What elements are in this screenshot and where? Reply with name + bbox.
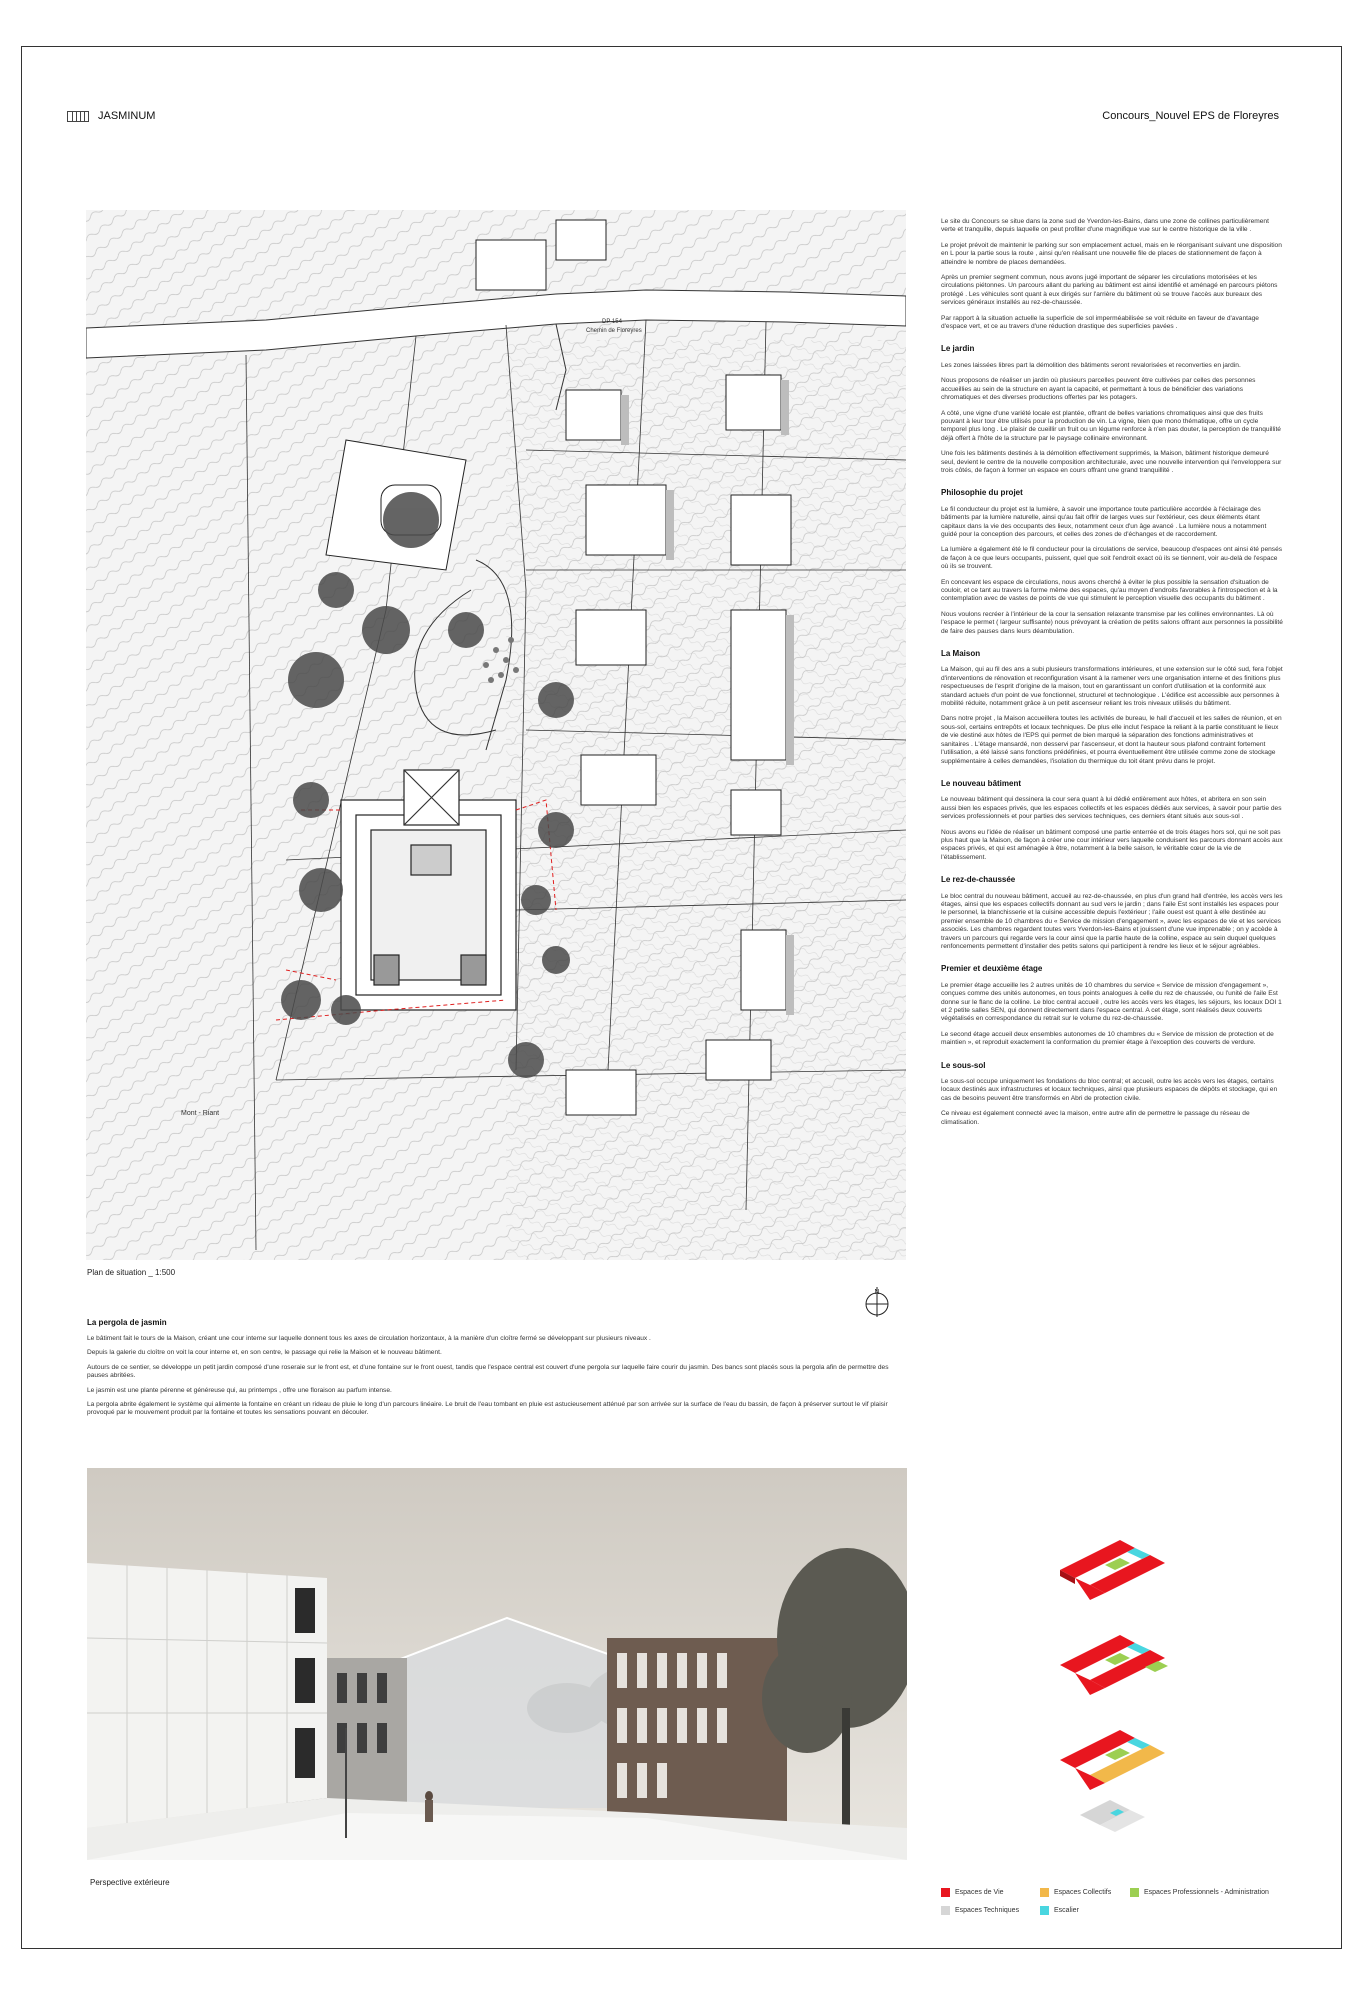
section-paragraph: Le nouveau bâtiment qui dessinera la cour sera quant à lui dédié entièrement aux hôtes, et abritera en son sein aussi bien les espaces privés, que les espaces collectifs et les espaces dédiés aux services, à savoir pour partie des services professionnels et pour parties des services techniques, ces derniers étant situés aux sous-sol . <box>941 796 1282 821</box>
section-paragraph: En concevant les espace de circulations, nous avons cherché à éviter le plus possible la sensation d'situation de couloir, et ce tant au travers la forme même des espaces, qu'au moyen d'endroits favorables à l'introspection et à la contemplation avec de vastes de points de vue qui stimulent le perception visuelle des occupants du bâtiment . <box>941 578 1278 603</box>
legend-label: Espaces de Vie <box>955 1889 1004 1896</box>
render-caption: Perspective extérieure <box>90 1878 170 1887</box>
section-paragraph: Le bloc central du nouveau bâtiment, accueil au rez-de-chaussée, en plus d'un grand hall d'entrée, les accès vers les étages, ainsi que les espaces collectifs donnant au sud vers le jardin ; dans l'aile Est sont installés les espaces pour le personnel, la blanchisserie et la cuisine accessible depuis l'extérieur ; l'aile ouest est quant à elle destinée au premier ensemble de 10 chambres du « Service de mission d'engagement », avec les espaces de vie et les services associés. Les chambres regardent toutes vers Yverdon-les-Bains et jouissent d'une vue imprenable ; on y accède à travers un parcours qui regarde vers la cour ainsi que la partie haute de la colline, espace au sein duquel quelques renfoncements permettent d'installer des petits salons qui participent à rendre les lieux et le séjour agréables. <box>941 892 1283 950</box>
legend-swatch <box>1040 1888 1049 1897</box>
section-title: Le jardin <box>941 344 975 354</box>
legend-label: Espaces Professionnels - Administration <box>1144 1889 1269 1896</box>
legend-swatch <box>1040 1906 1049 1915</box>
section-paragraph: Le sous-sol occupe uniquement les fondations du bloc central; et accueil, outre les accès vers les étages, certains locaux destinés aux infrastructures et locaux techniques, ainsi que plusieurs espaces de dépôts et stockage, qui en cas de besoins peuvent être transformés en Abri de protection civile. <box>941 1078 1278 1102</box>
pergola-section <box>87 1318 907 1424</box>
exterior-perspective-render <box>87 1468 907 1860</box>
section-paragraph: Nous avons eu l'idée de réaliser un bâtiment composé une partie enterrée et de trois étages hors sol, qui ne soit pas plus haut que la Maison, de façon à créer une cour intérieur vers laquelle conduisent les parcours donnant accès aux espaces privés, et qui est aménagée à être, notamment à la belle saison, le véritable cœur de la vie de l'établissement. <box>941 828 1283 861</box>
section-paragraph: Dans notre projet , la Maison accueillera toutes les activités de bureau, le hall d'accueil et les salles de réunion, et en sous-sol, certains entrepôts et locaux techniques. De plus elle inclut l'espace la reliant à la partie constituant le lieux de vie destiné aux hôtes de l'EPS qui permet de bien marqué la séparation des fonctions administratives et sanitaires . L'étage mansardé, non desservi par l'ascenseur, et dont la hauteur sous plafond contraint fortement l'utilisation, a été laissé sans fonctions prédéfinies, et pourra éventuellement être utilisée comme zone de stockage supplémentaire à celles demandées, l'isolation du thermique du toit étant prévu dans le projet. <box>941 715 1282 765</box>
legend-item-espaces-collectifs <box>1040 1888 1111 1897</box>
section-paragraph: Les zones laissées libres part la démolition des bâtiments seront revalorisées et reconverties en jardin. <box>941 361 1241 369</box>
section-title: Philosophie du projet <box>941 488 1023 498</box>
pergola-paragraph: Depuis la galerie du cloître on voit la cour interne et, en son centre, le passage qui relie la Maison et le nouveau bâtiment. <box>87 1349 442 1357</box>
place-name: Mont - Riant <box>181 1110 220 1117</box>
pergola-paragraph: Le jasmin est une plante pérenne et généreuse qui, au printemps , offre une floraison au parfum intense. <box>87 1386 392 1394</box>
legend-label: Espaces Techniques <box>955 1907 1020 1914</box>
north-label: N <box>874 1289 880 1296</box>
section-title: La Maison <box>941 649 981 659</box>
north-arrow-icon <box>862 1285 892 1319</box>
legend-swatch <box>941 1888 950 1897</box>
project-description <box>941 218 1283 1134</box>
legend-item-espaces-de-vie <box>941 1888 1004 1897</box>
section-paragraph: A côté, une vigne d'une variété locale est plantée, offrant de belles variations chromatiques ainsi que des fruits pouvant à leur tour être utilisés pour la production de vin. La vigne, bien que mono thématique, offre un cycle temporel plus long . Le plaisir de cueillir un fruit ou un légume renforce à n'en pas douter, la perception de tranquillité déjà offert à l'hôte de la structure par le paysage collinaire environnant. <box>941 409 1281 442</box>
legend-label: Espaces Collectifs <box>1054 1889 1112 1896</box>
legend-item-espaces-professionnels <box>1130 1888 1269 1897</box>
section-title: Premier et deuxième étage <box>941 964 1043 974</box>
section-paragraph: La lumière a également été le fil conducteur pour la circulations de service, beaucoup d'espaces ont ainsi été pensés de façon à ce que leurs occupants, puissent, quel que soit l'endroit exact où ils se tiennent, voir au-delà de l'espace où ils se trouvent. <box>941 546 1283 571</box>
section-paragraph: Le premier étage accueille les 2 autres unités de 10 chambres du service « Service de mission d'engagement », conçues comme des unités autonomes, en tous points analogues à celle du rez de chaussée, ou l'unité de l'aile Est donne sur le flanc de la colline. Le bloc central accueil , outre les accès vers les étages, les séjours, les locaux DOI 1 et 2 petite salles SEN, qui donnent directement dans l'espace central. A cet étage, sont réalisés deux couverts végétalisés en correspondance du retrait sur le volume du rez-de-chaussée. <box>941 981 1282 1023</box>
intro-paragraph: Le site du Concours se situe dans la zone sud de Yverdon-les-Bains, dans une zone de collines particulièrement verte et tranquille, depuis laquelle on peut profiter d'une magnifique vue sur le centre historique de la ville . <box>941 218 1269 234</box>
legend-label: Escalier <box>1054 1907 1079 1914</box>
section-paragraph: Ce niveau est également connecté avec la maison, entre autre afin de permettre le passage du réseau de climatisation. <box>941 1110 1250 1126</box>
intro-paragraph: Après un premier segment commun, nous avons jugé important de séparer les circulations motorisées et les circulations piétonnes. Un parcours allant du parking au bâtiment est ainsi identifié et aménagé en parcours piétons protégé . Les véhicules sont quant à eux dirigés sur l'arrière du bâtiment où se trouve l'accès aux bureaux des services généraux installés au rez-de-chaussée. <box>941 274 1278 307</box>
section-paragraph: Nous voulons recréer à l'intérieur de la cour la sensation relaxante transmise par les collines environnantes. Là où l'espace le permet ( largeur suffisante) nous prévoyant la création de petits salons offrant aux personnes la possibilité de faire des pauses dans leurs déambulation. <box>941 610 1283 635</box>
intro-paragraph: Le projet prévoit de maintenir le parking sur son emplacement actuel, mais en le réorganisant suivant une disposition en L pour la partie sous la route , ainsi qu'en réalisant une nouvelle file de places de stationnement de façon à atteindre le nombre de places demandées. <box>941 241 1282 266</box>
jasminum-logo-icon <box>67 111 89 122</box>
pergola-title: La pergola de jasmin <box>87 1318 167 1327</box>
pergola-paragraph: Le bâtiment fait le tours de la Maison, créant une cour interne sur laquelle donnent tous les axes de circulation horizontaux, à la manière d'un cloître fermé se développant sur plusieurs niveaux . <box>87 1335 651 1342</box>
section-title: Le rez-de-chaussée <box>941 875 1016 885</box>
section-paragraph: Le fil conducteur du projet est la lumière, à savoir une importance toute particulière accordée à l'éclairage des bâtiments par la lumière naturelle, ainsi qu'au fait offrir de larges vues sur l'extérieur, ces deux éléments étant capitaux dans la vie des occupants des lieux, notamment ceux d'un âge avancé . La lumière nous a notamment guidé pour la conception des parcours, et celles des zones de d'échanges et de raccordement. <box>941 505 1267 538</box>
logo-text: JASMINUM <box>98 110 156 122</box>
legend-item-espaces-techniques <box>941 1906 1019 1915</box>
axonometric-floor-diagram <box>1050 1520 1200 1850</box>
road-label: DP 154 <box>602 319 622 325</box>
pergola-paragraph: Autours de ce sentier, se développe un petit jardin composé d'une roseraie sur le front est, et d'une fontaine sur le front ouest, tandis que l'espace central est couvert d'une pergola sur laquelle faire courir du jasmin. Des bancs sont placés sous la pergola afin de permettre des pauses abritées. <box>87 1363 889 1380</box>
section-title: Le sous-sol <box>941 1060 986 1070</box>
section-paragraph: Nous proposons de réaliser un jardin où plusieurs parcelles peuvent être cultivées par celles des personnes accueillies au sein de la structure en ayant la capacité, et permettant à tous de bénéficier des variations chromatiques et des diverses productions offertes par les potagers. <box>941 377 1256 402</box>
legend-item-escalier <box>1040 1906 1079 1915</box>
pergola-paragraph: La pergola abrite également le système qui alimente la fontaine en créant un rideau de pluie le long d'un parcours linéaire. Le bruit de l'eau tombant en pluie est astucieusement atténué par son arrivée sur la surface de l'eau du bassin, de façon à préserver surtout le vif plaisir provoqué par le mouvement produit par la fontaine et toutes les sensations pouvant en découler. <box>87 1401 888 1417</box>
section-title: Le nouveau bâtiment <box>941 778 1022 788</box>
legend-swatch <box>941 1906 950 1915</box>
section-paragraph: Le second étage accueil deux ensembles autonomes de 10 chambres du « Service de mission de protection et de maintien », et reproduit exactement la conformation du premier étage à l'exception des couverts de verdure. <box>941 1030 1274 1047</box>
road-name: Chemin de Floreyres <box>586 328 642 334</box>
intro-paragraph: Par rapport à la situation actuelle la superficie de sol imperméabilisée se voit réduite en faveur de d'avantage d'espace vert, et ce au travers d'une réduction drastique des superficies pavées . <box>941 314 1259 331</box>
section-paragraph: La Maison, qui au fil des ans a subi plusieurs transformations intérieures, et une extension sur le côté sud, fera l'objet d'interventions de rénovation et reconfiguration visant à la ramener vers une organisation interne et des finitions plus respectueuses de l'esprit d'origine de la maison, tout en garantissant un confort d'utilisation et la conformité aux standard actuels d'un point de vue fonctionnel, structurel et technologique . L'édifice est accessible aux personnes à mobilité réduite, notamment grâce à un petit ascenseur reliant les trois niveaux utilisés du bâtiment. <box>941 666 1283 708</box>
legend-swatch <box>1130 1888 1139 1897</box>
site-plan <box>86 210 906 1260</box>
section-paragraph: Une fois les bâtiments destinés à la démolition effectivement supprimés, la Maison, bâtiment historique demeuré seul, devient le centre de la nouvelle composition architecturale, avec une nouvelle intervention qui l'enveloppera sur trois côtés, de façon à former un espace en cours offrant une grand tranquillité . <box>941 450 1282 474</box>
page-title: Concours_Nouvel EPS de Floreyres <box>1102 110 1279 122</box>
plan-caption: Plan de situation _ 1:500 <box>87 1268 176 1277</box>
